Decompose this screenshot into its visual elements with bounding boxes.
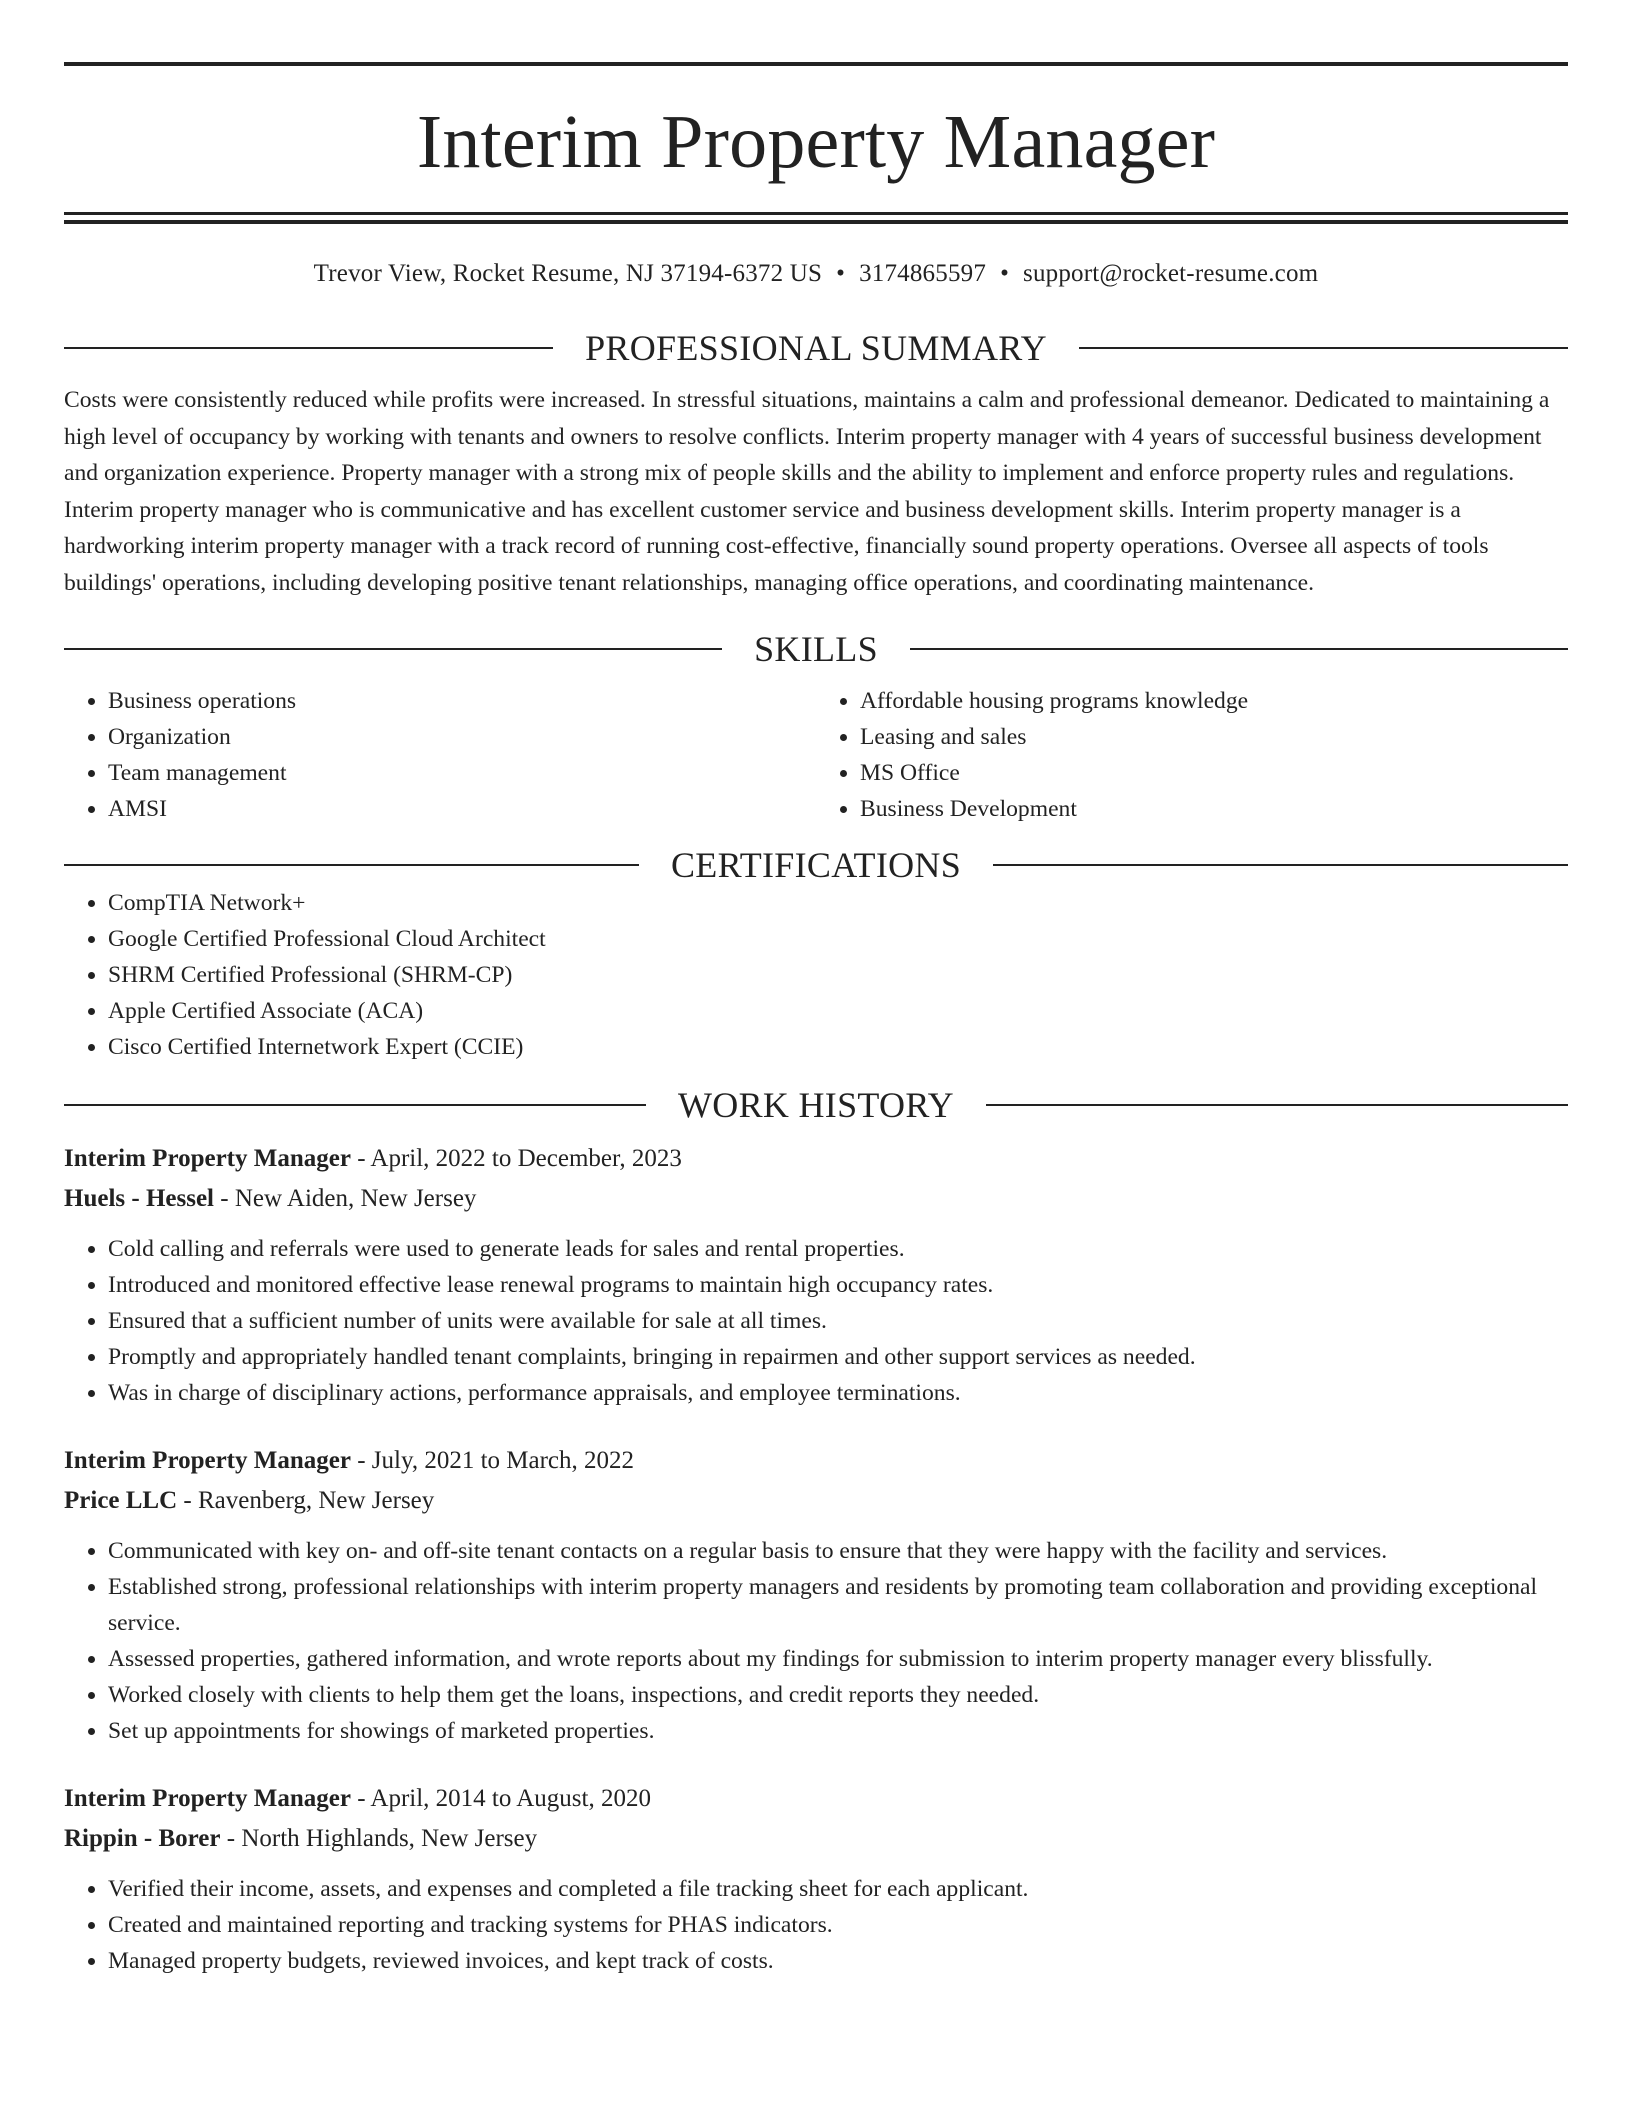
- certifications-heading: [64, 845, 1568, 885]
- contact-email: support@rocket-resume.com: [1023, 260, 1319, 287]
- skill-item: • MS Office: [860, 755, 1568, 791]
- skill-item: • Team management: [108, 755, 816, 791]
- job-bullet: • Managed property budgets, reviewed invoices, and kept track of costs.: [108, 1943, 1568, 1979]
- job-entry: [64, 1139, 1568, 1411]
- heading-rule: [64, 347, 553, 349]
- summary-heading-label: PROFESSIONAL SUMMARY: [585, 328, 1047, 368]
- summary-text: Costs were consistently reduced while profits were increased. In stressful situations, maintains a calm and professional demeanor. Dedicated to maintaining a high level of occupancy by working with tenants and owners to resolve conflicts. Interim property manager with 4 years of successful business development and organization experience. Property manager with a strong mix of people skills and the ability to implement and enforce property rules and regulations. Interim property manager who is communicative and has excellent customer service and business development skills. Interim property manager is a hardworking interim property manager with a track record of running cost-effective, financially sound property operations. Oversee all aspects of tools buildings' operations, including developing positive tenant relationships, managing office operations, and coordinating maintenance.: [64, 387, 1550, 596]
- job-bullets: [64, 1871, 1568, 1979]
- skills-heading: [64, 629, 1568, 669]
- contact-phone: 3174865597: [859, 260, 987, 287]
- heading-rule: [910, 648, 1568, 650]
- heading-rule: [64, 648, 722, 650]
- job-bullet: • Communicated with key on- and off-site tenant contacts on a regular basis to ensure that they were happy with the facility and services.: [108, 1533, 1568, 1569]
- contact-separator: •: [1000, 260, 1010, 287]
- job-entry: [64, 1779, 1568, 1979]
- title-double-rule: [64, 212, 1568, 224]
- certifications-list: [64, 885, 1568, 1065]
- skills-heading-label: SKILLS: [754, 629, 878, 669]
- skill-item: • Organization: [108, 719, 816, 755]
- job-company-line: [64, 1179, 1568, 1219]
- skill-item: • AMSI: [108, 791, 816, 827]
- summary-heading: [64, 328, 1568, 368]
- top-rule: [64, 62, 1568, 66]
- job-location: - North Highlands, New Jersey: [226, 1825, 538, 1852]
- certification-item: • Apple Certified Associate (ACA): [108, 993, 1568, 1029]
- resume-title: Interim Property Manager: [416, 100, 1216, 184]
- job-bullet: • Promptly and appropriately handled tenant complaints, bringing in repairmen and other support services as needed.: [108, 1339, 1568, 1375]
- job-bullet: • Worked closely with clients to help them get the loans, inspections, and credit reports they needed.: [108, 1677, 1568, 1713]
- job-bullet: • Was in charge of disciplinary actions, performance appraisals, and employee terminations.: [108, 1375, 1568, 1411]
- job-company: Huels - Hessel: [64, 1185, 214, 1212]
- heading-rule: [64, 1104, 646, 1106]
- certification-item: • Google Certified Professional Cloud Architect: [108, 921, 1568, 957]
- job-bullet: • Assessed properties, gathered information, and wrote reports about my findings for submission to interim property manager every blissfully.: [108, 1641, 1568, 1677]
- job-company: Rippin - Borer: [64, 1825, 221, 1852]
- job-dates: - April, 2014 to August, 2020: [357, 1785, 651, 1812]
- skill-item: • Leasing and sales: [860, 719, 1568, 755]
- heading-rule: [64, 864, 639, 866]
- skills-grid: [64, 683, 1568, 827]
- certification-item: • Cisco Certified Internetwork Expert (CCIE): [108, 1029, 1568, 1065]
- heading-rule: [993, 864, 1568, 866]
- work-history-heading-label: WORK HISTORY: [678, 1085, 954, 1125]
- job-company: Price LLC: [64, 1487, 178, 1514]
- job-dates: - July, 2021 to March, 2022: [357, 1447, 635, 1474]
- job-role-line: [64, 1139, 1568, 1179]
- contact-separator: •: [836, 260, 846, 287]
- job-role-line: [64, 1441, 1568, 1481]
- work-history-heading: [64, 1085, 1568, 1125]
- job-location: - New Aiden, New Jersey: [220, 1185, 477, 1212]
- job-company-line: [64, 1481, 1568, 1521]
- heading-rule: [1079, 347, 1568, 349]
- resume-page: [64, 0, 1568, 1979]
- job-bullets: [64, 1533, 1568, 1749]
- certifications-heading-label: CERTIFICATIONS: [670, 845, 962, 885]
- heading-rule: [986, 1104, 1568, 1106]
- contact-line: [64, 260, 1568, 290]
- job-dates: - April, 2022 to December, 2023: [357, 1145, 682, 1172]
- job-company-line: [64, 1819, 1568, 1859]
- job-bullet: • Cold calling and referrals were used to generate leads for sales and rental properties.: [108, 1231, 1568, 1267]
- job-bullet: • Ensured that a sufficient number of units were available for sale at all times.: [108, 1303, 1568, 1339]
- job-bullets: [64, 1231, 1568, 1411]
- skill-item: • Affordable housing programs knowledge: [860, 683, 1568, 719]
- skill-item: • Business Development: [860, 791, 1568, 827]
- job-bullet: • Established strong, professional relationships with interim property managers and residents by promoting team collaboration and providing exceptional service.: [108, 1569, 1568, 1641]
- skill-item: • Business operations: [108, 683, 816, 719]
- job-role: Interim Property Manager: [64, 1145, 351, 1172]
- skills-list-left: [64, 683, 816, 827]
- job-bullet: • Created and maintained reporting and tracking systems for PHAS indicators.: [108, 1907, 1568, 1943]
- certification-item: • SHRM Certified Professional (SHRM-CP): [108, 957, 1568, 993]
- skills-list-right: [816, 683, 1568, 827]
- job-role: Interim Property Manager: [64, 1785, 351, 1812]
- job-role: Interim Property Manager: [64, 1447, 351, 1474]
- job-bullet: • Verified their income, assets, and expenses and completed a file tracking sheet for each applicant.: [108, 1871, 1568, 1907]
- job-bullet: • Set up appointments for showings of marketed properties.: [108, 1713, 1568, 1749]
- job-entry: [64, 1441, 1568, 1749]
- job-location: - Ravenberg, New Jersey: [183, 1487, 435, 1514]
- contact-address: Trevor View, Rocket Resume, NJ 37194-6372 US: [313, 260, 823, 287]
- job-role-line: [64, 1779, 1568, 1819]
- job-bullet: • Introduced and monitored effective lease renewal programs to maintain high occupancy rates.: [108, 1267, 1568, 1303]
- certification-item: • CompTIA Network+: [108, 885, 1568, 921]
